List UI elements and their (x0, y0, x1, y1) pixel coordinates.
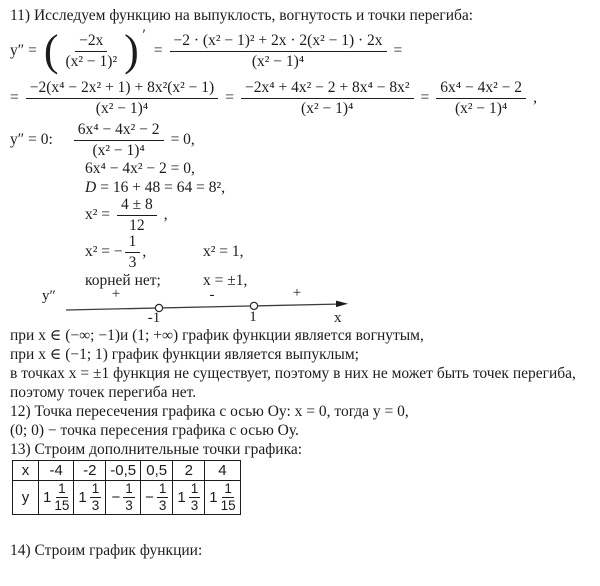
fraction-denominator: (x² − 1)⁴ (95, 100, 149, 117)
y-value-cell (106, 480, 141, 514)
x-squared-lhs: x² = (85, 206, 111, 223)
no-roots-label: корней нет; (85, 271, 161, 289)
step-13-heading: 13) Строим дополнительные точки графика: (10, 440, 303, 458)
fraction-numerator: 1 (90, 482, 102, 498)
first-derivative-fraction (65, 32, 117, 71)
collected-terms-fraction (241, 79, 414, 118)
minus-sign: − (111, 488, 121, 506)
second-derivative-line-1 (10, 27, 594, 75)
no-inflection-points-reason: в точках x = ±1 функция не существует, поэтому в них не может быть точек перегиба, (10, 364, 576, 382)
fraction-numerator: −2 · (x² − 1)² + 2x · 2(x² − 1) · 2x (170, 32, 387, 52)
x-value-cell: -2 (74, 460, 106, 480)
second-derivative-line-2 (10, 79, 594, 117)
one-third-fraction (125, 233, 141, 272)
quotient-rule-fraction (170, 32, 387, 71)
concave-intervals-statement: при x ∈ (−∞; −1)и (1; +∞) график функции является вогнутым, (10, 326, 424, 344)
fraction-numerator: 1 (189, 482, 201, 498)
equals-sign: = (153, 42, 163, 59)
plus-minus-one-roots: x = ±1, (203, 271, 248, 289)
numline-axis (66, 304, 342, 310)
y-double-prime-zero-lhs: y″ = 0: (10, 131, 53, 148)
equals-sign: = (225, 89, 234, 106)
step-11-heading: 11) Исследуем функцию на выпуклость, вогнутость и точки перегиба: (10, 7, 474, 24)
second-derivative-zero-equation (10, 121, 594, 159)
numline-minus-sign: - (209, 287, 215, 303)
numline-plus-sign-left: + (111, 287, 121, 302)
numline-plus-sign-right: + (292, 287, 302, 301)
step-12-heading: 12) Точка пересечения графика с осью Оу: x = 0, тогда y = 0, (10, 402, 409, 420)
fraction-denominator: 3 (125, 497, 133, 513)
fraction-numerator: 1 (123, 482, 135, 498)
fraction-denominator: (x² − 1)⁴ (301, 100, 354, 117)
positive-root-case: x² = 1, (203, 243, 244, 261)
numline-arrowhead (336, 300, 348, 307)
fraction-denominator: 3 (158, 497, 167, 513)
fraction-numerator: 6x⁴ − 4x² − 2 (74, 121, 164, 141)
x-value-cell: 0,5 (141, 460, 173, 480)
numline-x-axis-label: x (334, 309, 342, 326)
fraction-numerator: 1 (157, 482, 169, 498)
fraction-denominator: (x² − 1)⁴ (251, 53, 305, 70)
y-value-cell (39, 480, 74, 514)
x-squared-negative-lhs: x² = − (85, 243, 123, 261)
fraction-denominator: (x² − 1)² (65, 53, 118, 70)
fraction-denominator: 3 (190, 497, 199, 513)
two-roots-row (85, 233, 594, 272)
convex-interval-statement: при x ∈ (−1; 1) график функции является выпуклым; (10, 345, 359, 363)
discriminant-line (85, 178, 594, 197)
comma: , (142, 243, 147, 261)
fraction-numerator: 1 (125, 233, 141, 253)
equals-sign: = (10, 89, 19, 106)
prime-mark: ′ (142, 27, 146, 43)
fraction-numerator: −2(x⁴ − 2x² + 1) + 8x²(x² − 1) (26, 79, 218, 99)
x-value-cell: 2 (173, 460, 205, 480)
y-value-cell (205, 480, 240, 514)
discriminant-variable: D (85, 179, 97, 196)
numline-y-double-prime-label: y″ (42, 287, 56, 304)
sign-chart-number-line (42, 288, 372, 326)
table-row-x (13, 460, 241, 480)
mixed-number-whole: 1 (177, 488, 186, 506)
fraction-denominator: 15 (54, 497, 70, 513)
fraction-numerator: 6x⁴ − 4x² − 2 (436, 79, 526, 99)
fraction-denominator: 3 (91, 497, 100, 513)
numline-label-one: 1 (249, 308, 257, 325)
mixed-number-whole: 1 (209, 488, 218, 506)
expanded-fraction (26, 79, 218, 118)
step-14-heading: 14) Строим график функции: (10, 541, 203, 559)
roots-fraction (117, 196, 157, 235)
fraction-numerator: 4 ± 8 (117, 196, 157, 216)
equals-sign: = (420, 89, 430, 106)
minus-sign: − (145, 488, 154, 506)
discriminant-value: = 16 + 48 = 64 = 8², (100, 179, 226, 196)
fraction-denominator: (x² − 1)⁴ (92, 142, 145, 159)
equation-fraction (74, 121, 164, 160)
y-row-label: y (13, 480, 39, 514)
equals-sign: = (393, 42, 403, 59)
fraction-numerator: 1 (222, 482, 234, 498)
negative-root-case (85, 233, 203, 272)
y-double-prime-lhs: y″ = (10, 42, 37, 59)
x-squared-roots-formula (85, 197, 594, 233)
mixed-number-whole: 1 (78, 488, 87, 506)
solution-steps-block (85, 159, 594, 290)
numline-label-minus-one: -1 (147, 309, 161, 326)
x-value-cell: 4 (205, 460, 240, 480)
simplified-fraction (436, 79, 526, 118)
x-row-label: x (13, 460, 39, 480)
right-paren-with-prime (124, 26, 146, 75)
fraction-denominator: 12 (129, 217, 145, 234)
step-12-conclusion: (0; 0) − точка пересения графика с осью Оу. (10, 421, 299, 439)
y-value-cell (173, 480, 205, 514)
mixed-number-whole: 1 (43, 488, 52, 506)
x-value-cell: -0,5 (106, 460, 141, 480)
x-value-cell: -4 (39, 460, 74, 480)
equals-zero: = 0, (170, 131, 195, 148)
fraction-denominator: (x² − 1)⁴ (454, 100, 508, 117)
y-value-cell (141, 480, 173, 514)
fraction-numerator: −2x⁴ + 4x² − 2 + 8x⁴ − 8x² (241, 79, 414, 99)
comma: , (533, 89, 537, 106)
table-row-y (13, 480, 241, 514)
comma: , (163, 206, 168, 223)
additional-points-table (12, 460, 241, 515)
no-inflection-points-conclusion: поэтому точек перегиба нет. (10, 383, 197, 401)
fraction-numerator: 1 (56, 482, 68, 498)
left-paren: ( (43, 26, 59, 75)
right-paren: ) (124, 26, 139, 75)
y-value-cell (74, 480, 106, 514)
fraction-numerator: −2x (75, 32, 107, 52)
polynomial-equation: 6x⁴ − 4x² − 2 = 0, (85, 160, 195, 177)
fraction-denominator: 3 (128, 254, 137, 272)
fraction-denominator: 15 (220, 497, 236, 513)
